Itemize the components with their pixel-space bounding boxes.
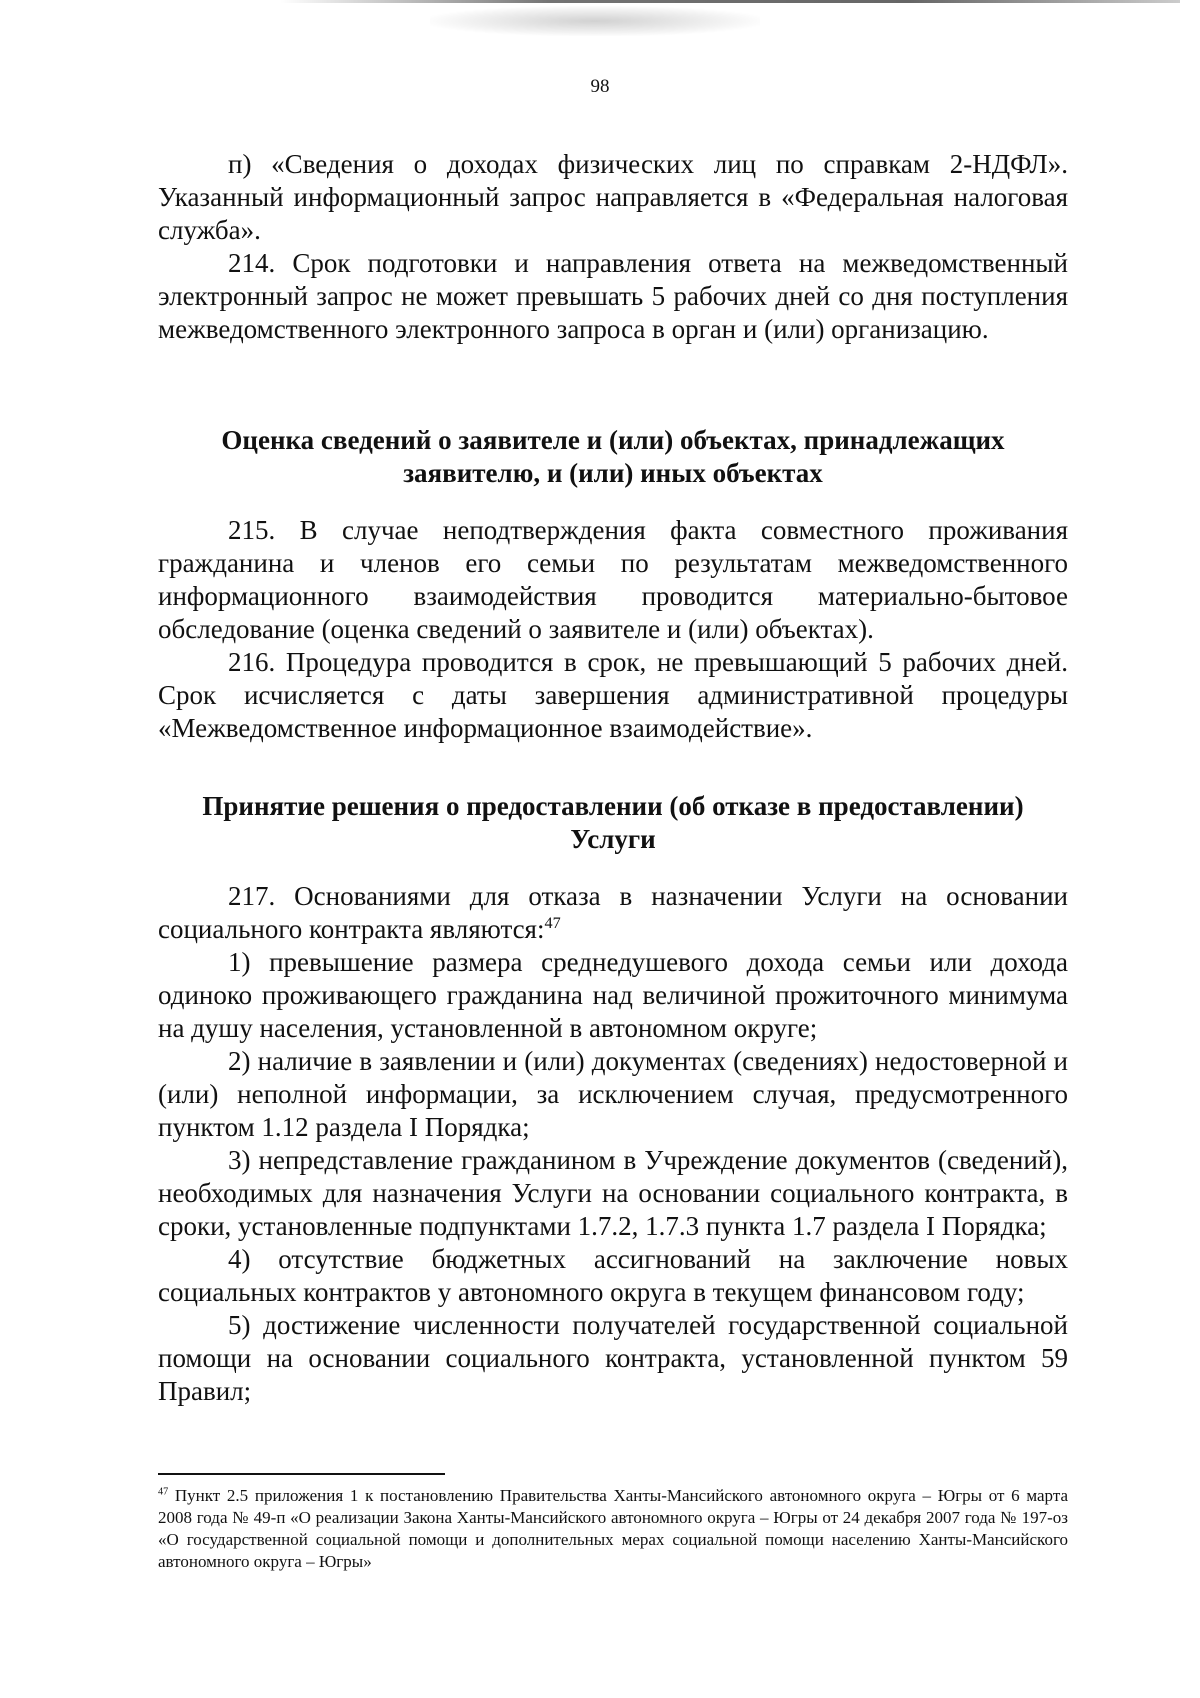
footnote: [158, 1485, 1068, 1573]
paragraph-214: 214. Срок подготовки и направления ответа на межведомственный электронный запрос не может превышать 5 рабочих дней со дня поступления межведомственного электронного запроса в орган и (или) организацию.: [158, 248, 1068, 344]
list-item-5: 5) достижение численности получателей государственной социальной помощи на основании социального контракта, установленной пунктом 59 Правил;: [158, 1310, 1068, 1406]
list-item-2: 2) наличие в заявлении и (или) документах (сведениях) недостоверной и (или) неполной информации, за исключением случая, предусмотренного пунктом 1.12 раздела I Порядка;: [158, 1046, 1068, 1142]
scan-noise-artifact: [430, 6, 760, 36]
footnote-separator: [158, 1473, 445, 1475]
list-item-1: 1) превышение размера среднедушевого дохода семьи или дохода одиноко проживающего гражданина над величиной прожиточного минимума на душу населения, установленной в автономном округе;: [158, 947, 1068, 1043]
scan-edge-artifact: [280, 0, 1180, 3]
footnote-mark: 47: [158, 1486, 169, 1498]
heading-decision: Принятие решения о предоставлении (об отказе в предоставлении) Услуги: [202, 791, 1024, 854]
section-top: [158, 148, 1068, 346]
section-refusal-grounds: [158, 880, 1068, 1408]
list-item-3: 3) непредставление гражданином в Учреждение документов (сведений), необходимых для назначения Услуги на основании социального контракта, в сроки, установленные подпунктами 1.7.2, 1.7.3 пункта 1.7 раздела I Порядка;: [158, 1145, 1068, 1241]
section-heading-2: [158, 790, 1068, 856]
heading-applicant-assessment: Оценка сведений о заявителе и (или) объектах, принадлежащих заявителю, и (или) иных объектах: [221, 425, 1005, 488]
section-assessment: [158, 514, 1068, 745]
page-number: 98: [590, 76, 610, 97]
footnote-text: Пункт 2.5 приложения 1 к постановлению Правительства Ханты-Мансийского автономного округа – Югры от 6 марта 2008 года № 49-п «О реализации Закона Ханты-Мансийского автономного округа – Югры от 24 декабря 2007 года № 197-оз «О государственной социальной помощи и дополнительных мерах социальной помощи населению Ханты-Мансийского автономного округа – Югры»: [158, 1486, 1069, 1571]
paragraph-item-p: п) «Сведения о доходах физических лиц по справкам 2-НДФЛ». Указанный информационный запрос направляется в «Федеральная налоговая служба».: [158, 149, 1068, 245]
paragraph-217: [158, 880, 1068, 946]
paragraph-216: 216. Процедура проводится в срок, не превышающий 5 рабочих дней. Срок исчисляется с даты завершения административной процедуры «Межведомственное информационное взаимодействие».: [158, 647, 1068, 743]
list-item-4: 4) отсутствие бюджетных ассигнований на заключение новых социальных контрактов у автономного округа в текущем финансовом году;: [158, 1244, 1068, 1307]
paragraph-215: 215. В случае неподтверждения факта совместного проживания гражданина и членов его семьи по результатам межведомственного информационного взаимодействия проводится материально-бытовое обследование (оценка сведений о заявителе и (или) объектах).: [158, 515, 1068, 644]
footnote-reference: 47: [544, 914, 561, 932]
section-heading-1: [158, 424, 1068, 490]
paragraph-217-text: 217. Основаниями для отказа в назначении Услуги на основании социального контракта являются:: [158, 881, 1068, 944]
